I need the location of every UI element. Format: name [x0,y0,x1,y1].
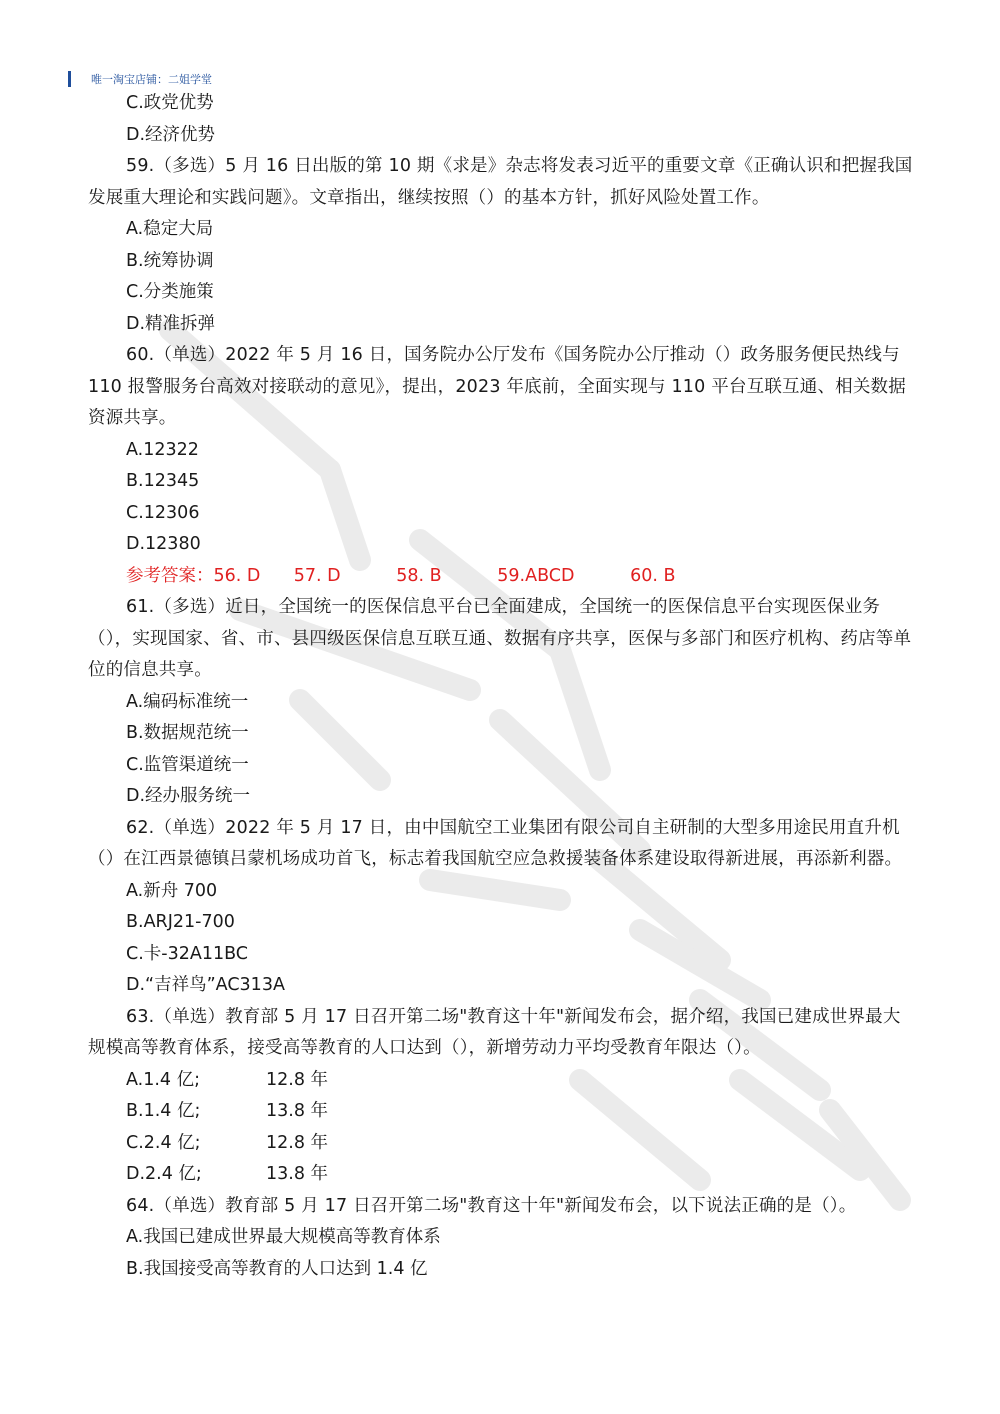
option-population: B.1.4 亿; [126,1101,201,1121]
answer-option: B.统筹协调 [126,250,214,271]
header-accent-bar [68,71,71,87]
answer-option: A.新舟 700 [126,880,218,901]
option-population: C.2.4 亿; [126,1132,201,1153]
question-text: 59.（多选）5 月 16 日出版的第 10 期《求是》杂志将发表习近平的重要文章《正确认识和把握我国发展重大理论和实践问题》。文章指出，继续按照（）的基本方针，抓好风险处置工作。 [88,156,913,208]
answer-key: 参考答案：56. D 57. D 58. B 59.ABCD 60. B [126,565,676,586]
answer-option: B.12345 [126,471,200,491]
option-population: D.2.4 亿; [126,1164,202,1184]
answer-option: A.我国已建成世界最大规模高等教育体系 [126,1227,441,1247]
option-years: 13.8 年 [266,1101,329,1121]
document-body [88,88,918,1285]
answer-option [88,1065,918,1097]
answer-option: D.“吉祥鸟”AC313A [126,975,285,995]
answer-option: B.数据规范统一 [126,723,249,743]
answer-option: B.我国接受高等教育的人口达到 1.4 亿 [126,1258,428,1279]
answer-option: C.监管渠道统一 [126,754,249,775]
answer-option: D.经济优势 [126,124,216,145]
answer-option: C.卡-32A11BC [126,943,249,964]
answer-option: A.12322 [126,439,199,460]
answer-option: C.12306 [126,502,200,523]
question-text: 61.（多选）近日，全国统一的医保信息平台已全面建成，全国统一的医保信息平台实现医保业务（），实现国家、省、市、县四级医保信息互联互通、数据有序共享，医保与多部门和医疗机构、药店等单位的信息共享。 [88,597,912,680]
answer-option: A.稳定大局 [126,219,214,239]
answer-option: C.政党优势 [126,93,214,113]
question-text: 64.（单选）教育部 5 月 17 日召开第二场"教育这十年"新闻发布会，以下说法正确的是（）。 [126,1195,857,1216]
option-years: 12.8 年 [266,1069,329,1090]
question-text: 63.（单选）教育部 5 月 17 日召开第二场"教育这十年"新闻发布会，据介绍，我国已建成世界最大规模高等教育体系，接受高等教育的人口达到（），新增劳动力平均受教育年限达（）。 [88,1006,901,1058]
answer-option [88,1128,918,1160]
page-header [68,70,212,88]
shop-name: 唯一淘宝店铺：二姐学堂 [91,73,212,86]
answer-option [88,1096,918,1128]
answer-option: C.分类施策 [126,282,214,302]
question-text: 62.（单选）2022 年 5 月 17 日，由中国航空工业集团有限公司自主研制的大型多用途民用直升机（）在江西景德镇吕蒙机场成功首飞，标志着我国航空应急救援装备体系建设取得新进展，再添新利器。 [88,817,903,869]
answer-option: B.ARJ21-700 [126,912,235,932]
answer-option: D.精准拆弹 [126,313,216,334]
answer-option: A.编码标准统一 [126,691,249,712]
question-text: 60.（单选）2022 年 5 月 16 日，国务院办公厅发布《国务院办公厅推动（）政务服务便民热线与 110 报警服务台高效对接联动的意见》，提出，2023 年底前，全面实现与 110 平台互联互通、相关数据资源共享。 [88,345,906,428]
option-years: 13.8 年 [266,1164,329,1184]
option-population: A.1.4 亿; [126,1069,201,1090]
option-years: 12.8 年 [266,1132,329,1153]
answer-option [88,1159,918,1191]
answer-option: D.12380 [126,534,201,554]
answer-option: D.经办服务统一 [126,786,251,806]
